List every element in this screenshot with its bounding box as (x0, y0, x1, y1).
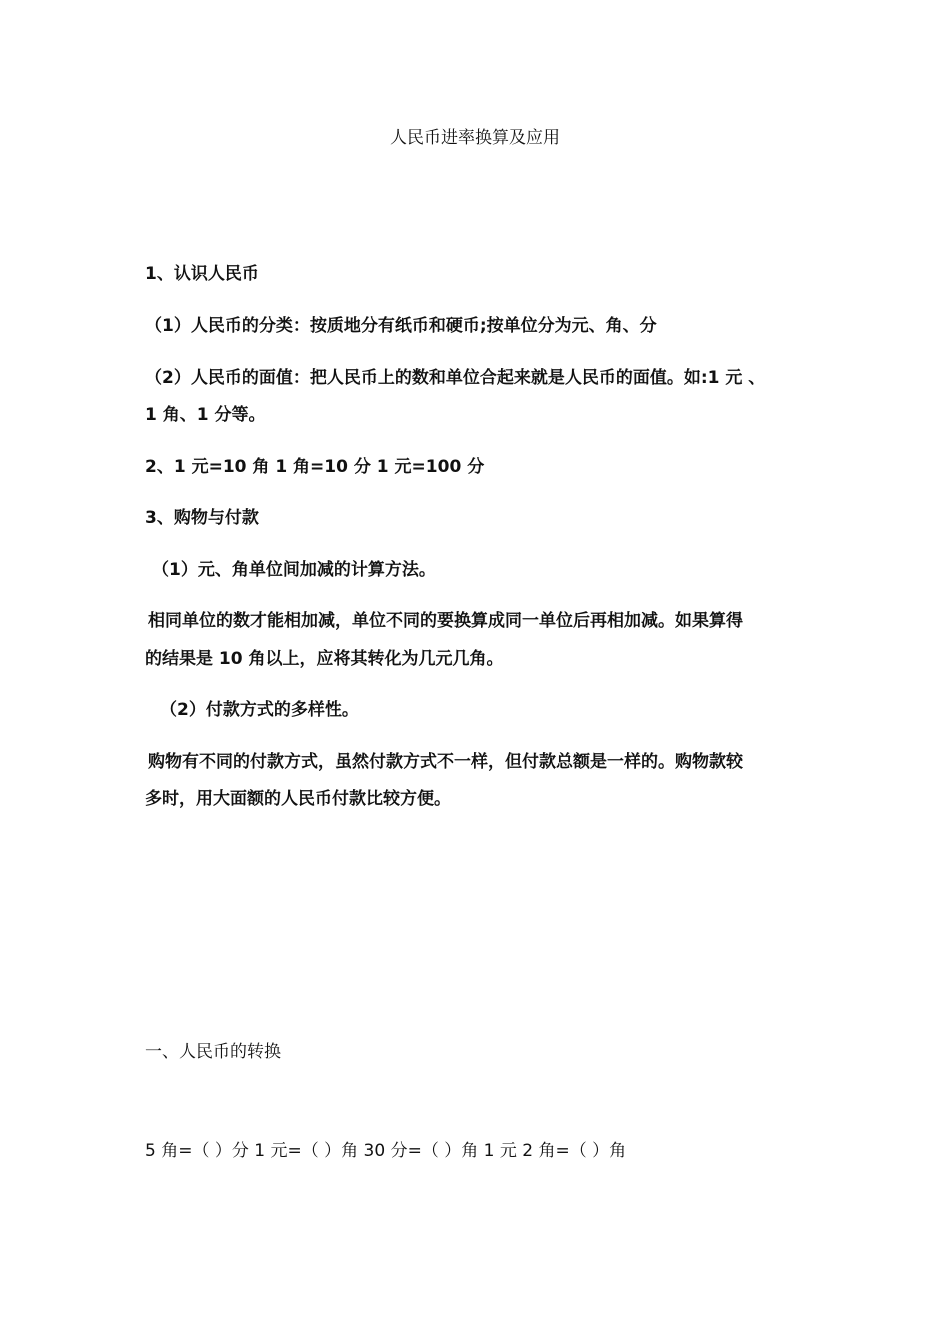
section-1-paragraph-1: （1）人民币的分类：按质地分有纸币和硬币;按单位分为元、角、分 (145, 316, 657, 336)
section-1-paragraph-2-line-2: 1 角、1 分等。 (145, 405, 266, 425)
section-3-subheading-2: （2）付款方式的多样性。 (160, 700, 359, 720)
section-3-text-1-line-1: 相同单位的数才能相加减，单位不同的要换算成同一单位后再相加减。如果算得 (148, 611, 743, 631)
exercise-heading: 一、人民币的转换 (145, 1042, 281, 1062)
section-3-text-1-line-2: 的结果是 10 角以上，应将其转化为几元几角。 (145, 649, 504, 669)
section-3-subheading-1: （1）元、角单位间加减的计算方法。 (152, 560, 436, 580)
section-3-heading: 3、购物与付款 (145, 508, 259, 528)
section-3-text-2-line-2: 多时，用大面额的人民币付款比较方便。 (145, 789, 451, 809)
exercise-conversion-line: 5 角=（ ）分 1 元=（ ）角 30 分=（ ）角 1 元 2 角=（ ）角 (145, 1141, 627, 1161)
section-3-text-2-line-1: 购物有不同的付款方式，虽然付款方式不一样，但付款总额是一样的。购物款较 (148, 752, 743, 772)
section-1-heading: 1、认识人民币 (145, 264, 259, 284)
section-1-paragraph-2-line-1: （2）人民币的面值：把人民币上的数和单位合起来就是人民币的面值。如:1 元 、 (145, 368, 766, 388)
document-title: 人民币进率换算及应用 (390, 128, 560, 148)
section-2-heading: 2、1 元=10 角 1 角=10 分 1 元=100 分 (145, 457, 485, 477)
